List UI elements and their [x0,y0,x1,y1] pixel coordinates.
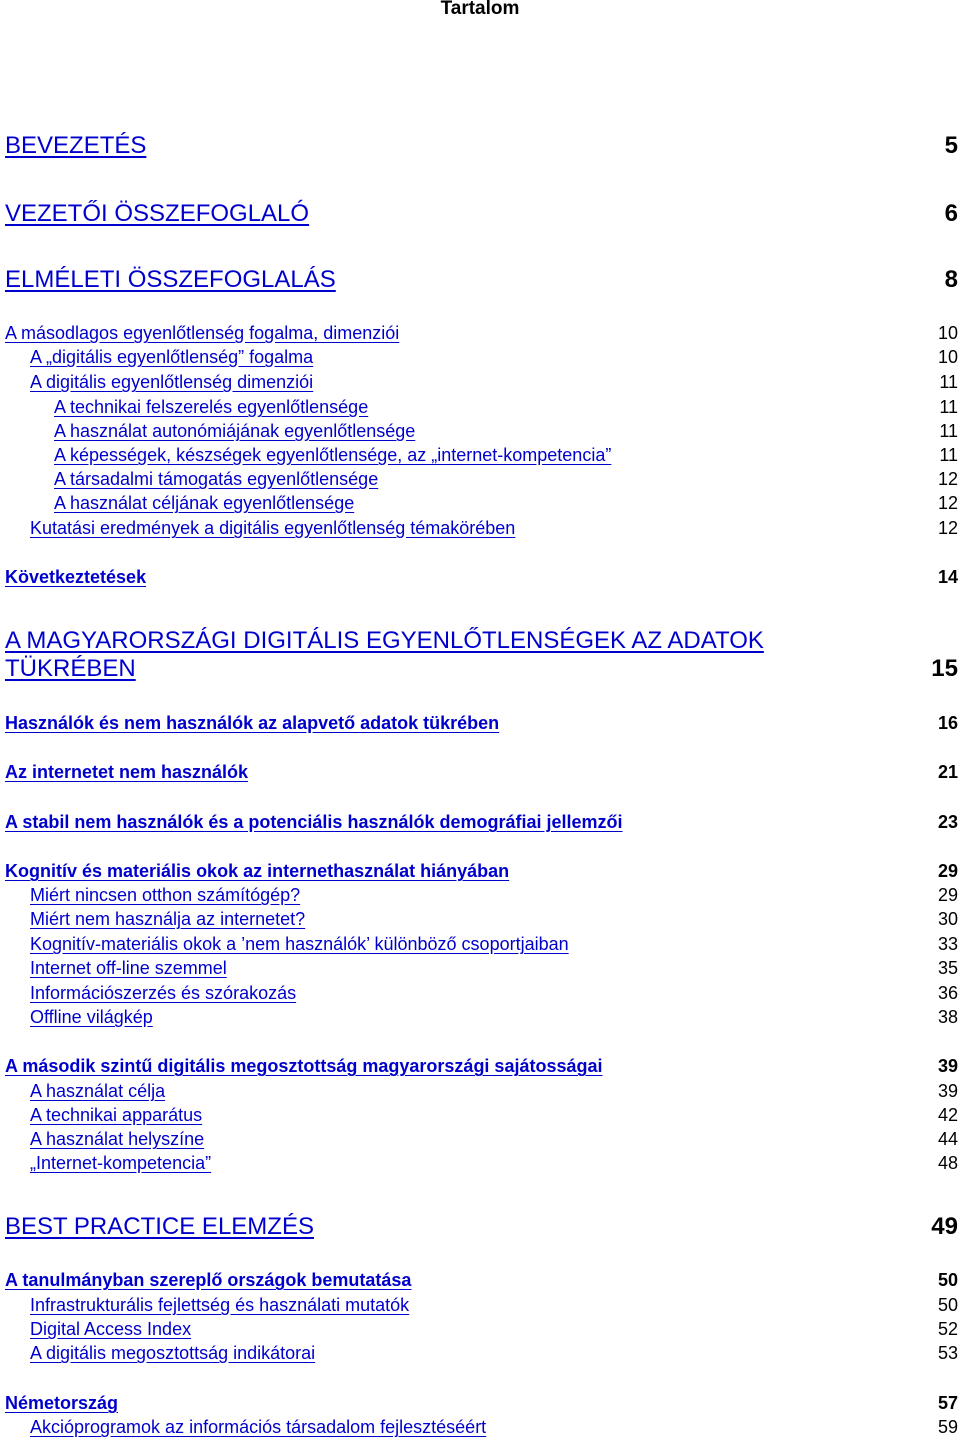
toc-link[interactable]: A használat autonómiájának egyenlőtlensége [54,421,416,441]
toc-page-number: 53 [937,1343,958,1363]
toc-page-number: 10 [937,323,958,343]
toc-page-number: 38 [937,1007,958,1027]
toc-link[interactable]: „Internet-kompetencia” [30,1153,212,1173]
toc-page-number: 35 [937,958,958,978]
toc-page-number: 11 [939,397,958,417]
toc-link[interactable]: Miért nem használja az internetet? [30,909,306,929]
toc-link[interactable]: A képességek, készségek egyenlőtlensége, az „internet-kompetencia” [54,445,612,465]
toc-page-number: 59 [937,1417,958,1437]
toc-link[interactable]: A digitális egyenlőtlenség dimenziói [30,372,314,392]
toc-link[interactable]: A stabil nem használók és a potenciális használók demográfiai jellemzői [5,812,623,832]
toc-page-number: 8 [944,266,958,293]
toc-link[interactable]: Digital Access Index [30,1319,192,1339]
toc-page-number: 29 [937,885,958,905]
toc-page-number: 12 [937,518,958,538]
toc-page-number: 44 [937,1129,958,1149]
toc-page-number: 48 [937,1153,958,1173]
toc-link[interactable]: Infrastrukturális fejlettség és használati mutatók [30,1295,410,1315]
toc-link[interactable]: Kutatási eredmények a digitális egyenlőtlenség témakörében [30,518,516,538]
toc-page-number: 39 [937,1081,958,1101]
toc-page-number: 6 [944,200,958,227]
toc-link[interactable]: BEVEZETÉS [5,132,147,159]
toc-page-number: 23 [937,812,958,832]
toc-page-number: 11 [939,445,958,465]
toc-page-number: 30 [937,909,958,929]
toc-link[interactable]: Kognitív és materiális okok az internethasználat hiányában [5,861,510,881]
toc-page-number: 50 [937,1295,958,1315]
toc-link[interactable]: A MAGYARORSZÁGI DIGITÁLIS EGYENLŐTLENSÉGEK AZ ADATOK TÜKRÉBEN [5,627,764,682]
toc-link[interactable]: Következtetések [5,567,147,587]
toc-link[interactable]: A tanulmányban szereplő országok bemutatása [5,1270,412,1290]
toc-link[interactable]: Akcióprogramok az információs társadalom fejlesztéséért [30,1417,487,1437]
toc-page-number: 36 [937,983,958,1003]
toc-page-number: 15 [931,655,958,682]
toc-link[interactable]: A digitális megosztottság indikátorai [30,1343,316,1363]
toc-link[interactable]: ELMÉLETI ÖSSZEFOGLALÁS [5,266,336,293]
toc-link[interactable]: A használat helyszíne [30,1129,205,1149]
toc-page-number: 11 [939,372,958,392]
toc-page-number: 33 [937,934,958,954]
toc-page-number: 57 [937,1393,958,1413]
toc-page-number: 49 [931,1213,958,1240]
toc-link[interactable]: A „digitális egyenlőtlenség” fogalma [30,347,314,367]
toc-page-number: 29 [937,861,958,881]
toc-page-number: 50 [937,1270,958,1290]
toc-link[interactable]: Németország [5,1393,119,1413]
toc-link[interactable]: A társadalmi támogatás egyenlőtlensége [54,469,379,489]
toc-page-number: 5 [944,132,958,159]
toc-link[interactable]: VEZETŐI ÖSSZEFOGLALÓ [5,200,310,227]
toc-link[interactable]: Kognitív-materiális okok a ’nem használók’ különböző csoportjaiban [30,934,569,954]
toc-page-number: 11 [939,421,958,441]
toc-link[interactable]: A második szintű digitális megosztottság magyarországi sajátosságai [5,1056,603,1076]
toc-page-number: 21 [937,762,958,782]
toc-link[interactable]: Miért nincsen otthon számítógép? [30,885,301,905]
toc-page-number: 52 [937,1319,958,1339]
toc-link[interactable]: Információszerzés és szórakozás [30,983,297,1003]
toc-link[interactable]: BEST PRACTICE ELEMZÉS [5,1213,314,1240]
toc-page-number: 16 [937,713,958,733]
toc-page-number: 39 [937,1056,958,1076]
toc-page-number: 12 [937,469,958,489]
toc-link[interactable]: A használat céljának egyenlőtlensége [54,493,355,513]
toc-link[interactable]: A használat célja [30,1081,166,1101]
toc-page-number: 10 [937,347,958,367]
toc-link[interactable]: Internet off-line szemmel [30,958,227,978]
toc-page-number: 14 [937,567,958,587]
toc-link[interactable]: A technikai felszerelés egyenlőtlensége [54,397,369,417]
toc-page-number: 12 [937,493,958,513]
toc-page-number: 42 [937,1105,958,1125]
page-title: Tartalom [440,0,520,19]
toc-link[interactable]: A másodlagos egyenlőtlenség fogalma, dimenziói [5,323,400,343]
toc-link[interactable]: A technikai apparátus [30,1105,203,1125]
toc-link[interactable]: Használók és nem használók az alapvető adatok tükrében [5,713,500,733]
toc-link[interactable]: Az internetet nem használók [5,762,249,782]
toc-link[interactable]: Offline világkép [30,1007,153,1027]
